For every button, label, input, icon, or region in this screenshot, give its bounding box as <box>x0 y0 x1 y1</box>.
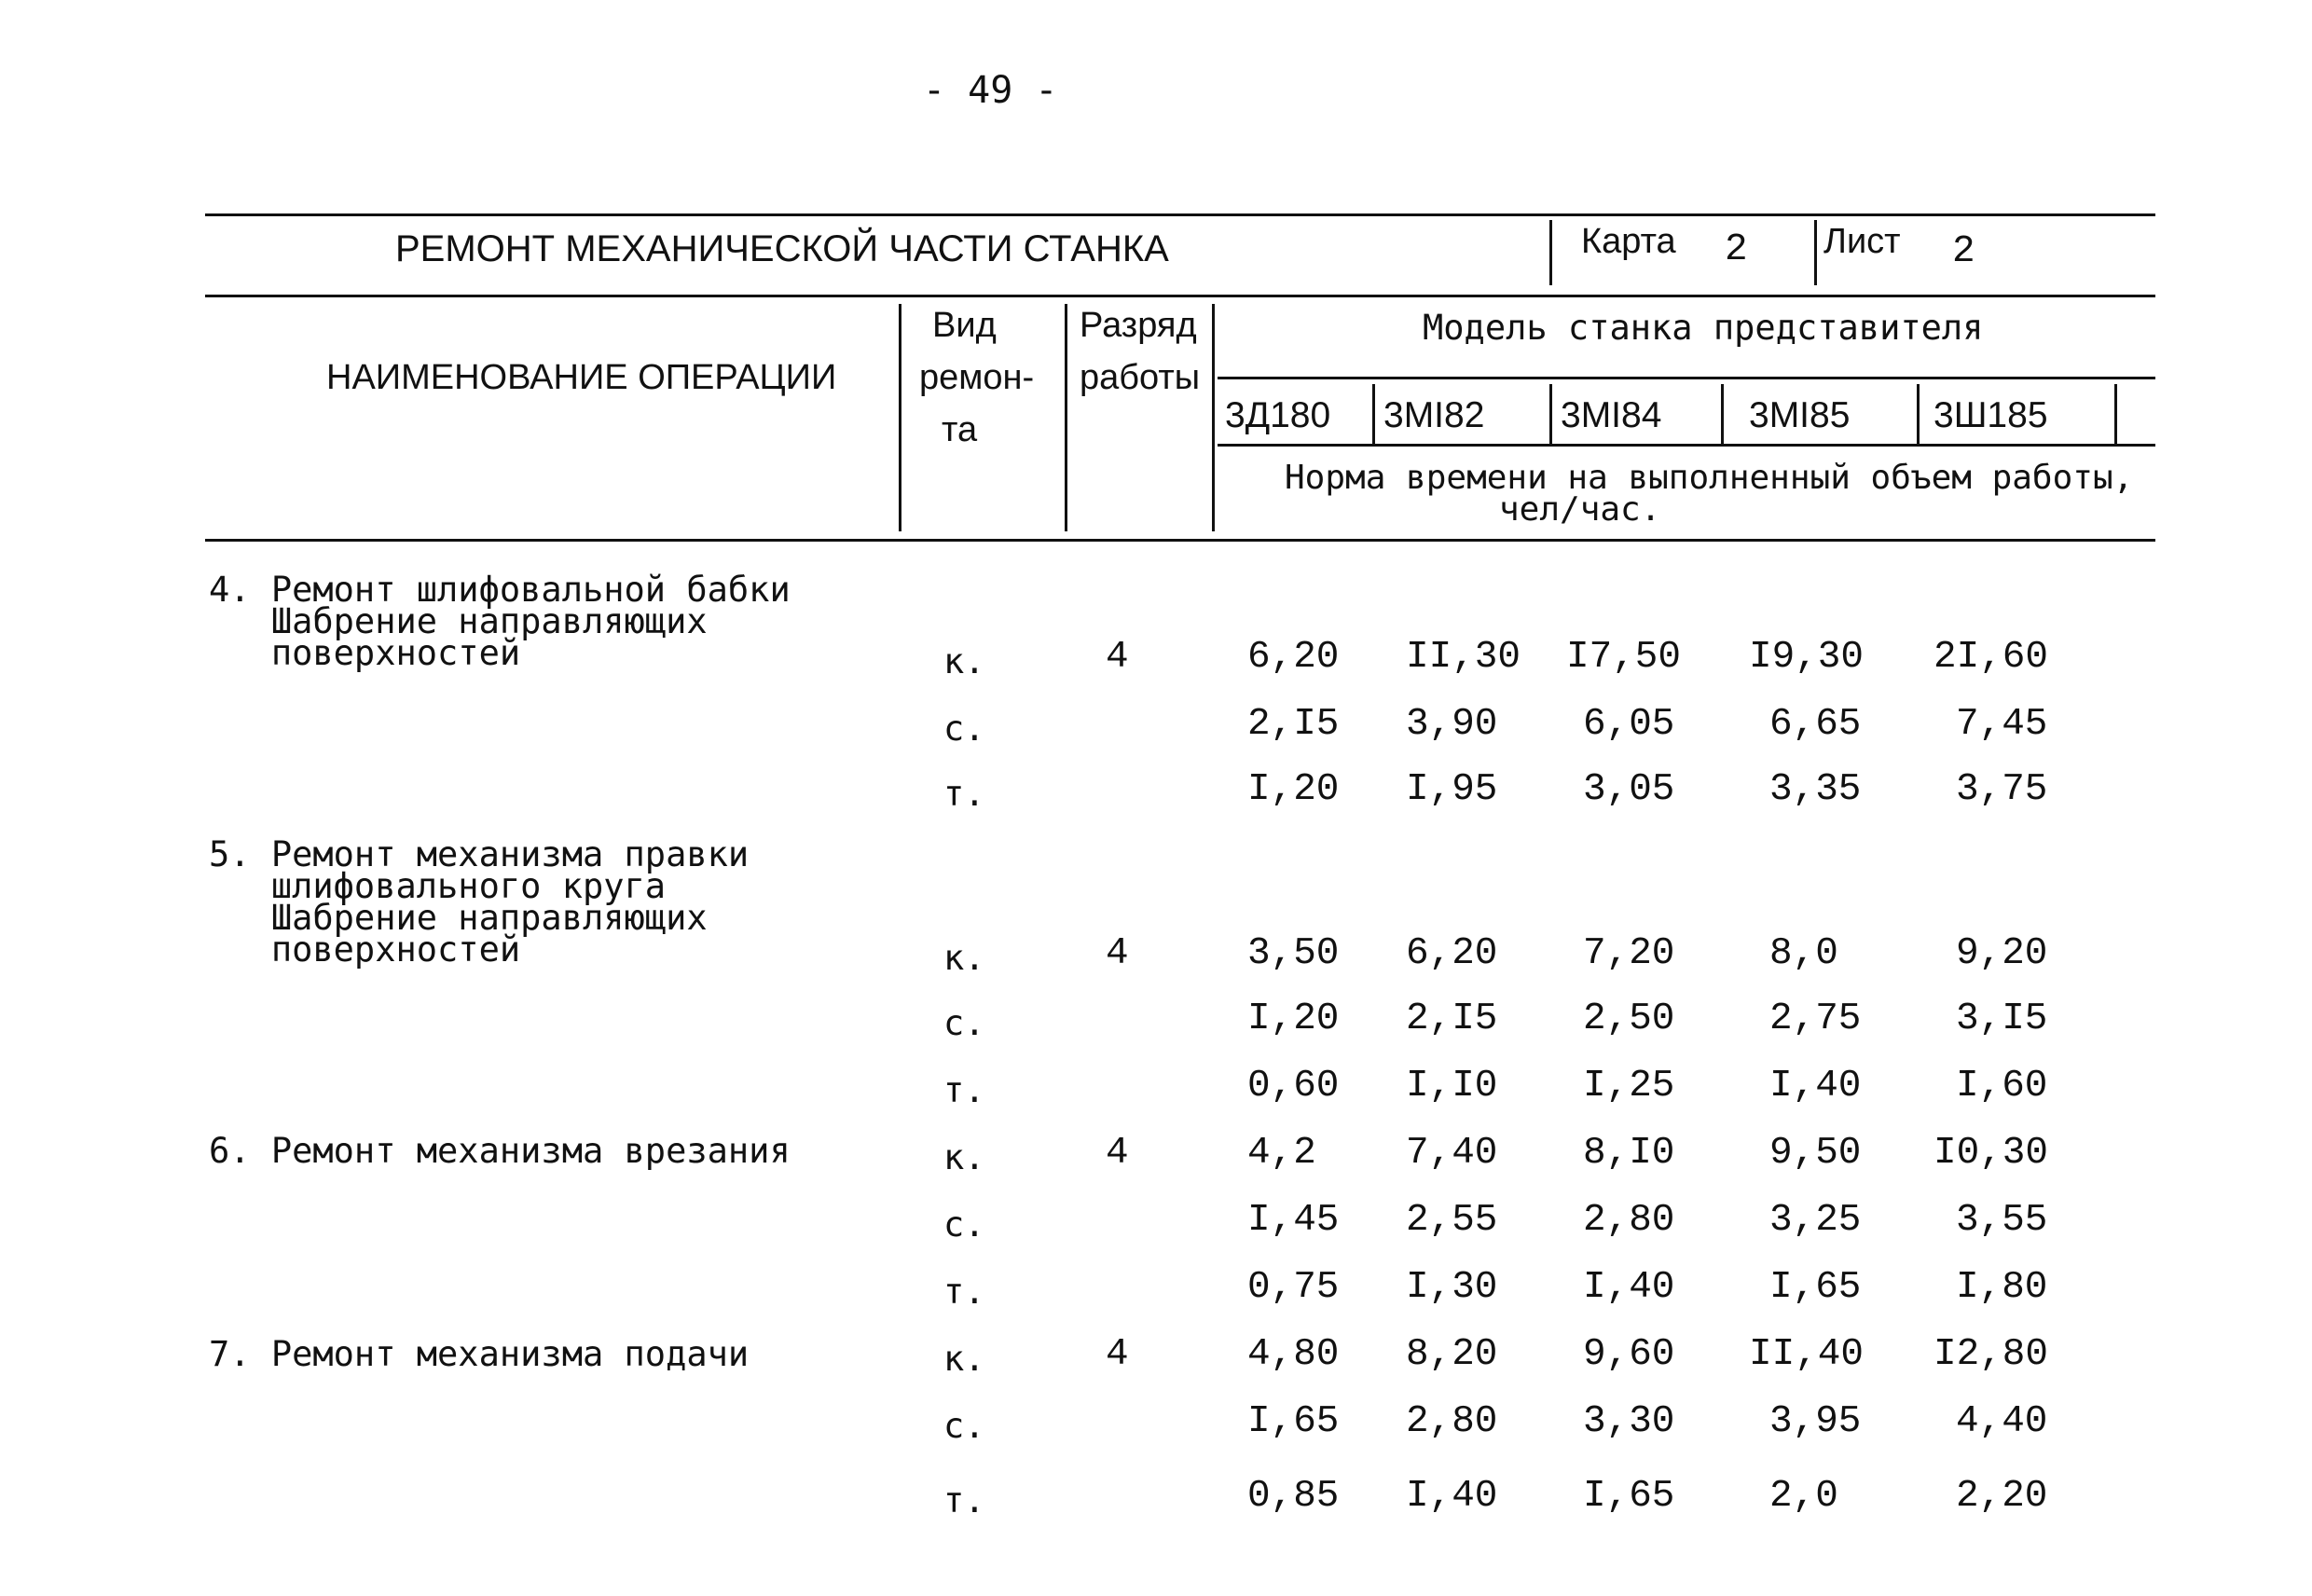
operation-name-line: 4. Ремонт шлифовальной бабки <box>209 570 791 610</box>
value-cell: 2,75 <box>1769 998 1862 1040</box>
value-cell: I,45 <box>1247 1199 1340 1242</box>
value-cell: 2I,60 <box>1934 636 2049 679</box>
model-3: 3МI84 <box>1561 395 1662 435</box>
value-cell: 9,20 <box>1956 932 2048 975</box>
repair-type: с. <box>943 1204 985 1245</box>
value-cell: I0,30 <box>1934 1132 2049 1175</box>
value-cell: 3,95 <box>1769 1400 1862 1443</box>
model-4: 3МI85 <box>1749 395 1851 435</box>
operation-name-line: 5. Ремонт механизма правки <box>209 834 750 874</box>
value-cell: I,20 <box>1247 768 1340 811</box>
card-label: Карта <box>1581 222 1676 261</box>
norm-line-1: Норма времени на выполненный объем работы, <box>1285 459 2134 497</box>
value-cell: 2,0 <box>1769 1475 1838 1518</box>
value-cell: I,40 <box>1406 1475 1498 1518</box>
col-grade-l1: Разряд <box>1080 306 1197 345</box>
value-cell: 6,05 <box>1583 703 1675 746</box>
rule-body-top <box>205 539 2155 542</box>
value-cell: 3,35 <box>1769 768 1862 811</box>
value-cell: 2,80 <box>1583 1199 1675 1242</box>
value-cell: 0,85 <box>1247 1475 1340 1518</box>
value-cell: 2,I5 <box>1247 703 1340 746</box>
repair-type: т. <box>943 1272 985 1312</box>
value-cell: I7,50 <box>1566 636 1682 679</box>
value-cell: 2,I5 <box>1406 998 1498 1040</box>
value-cell: 8,20 <box>1406 1333 1498 1376</box>
value-cell: I,80 <box>1956 1266 2048 1309</box>
repair-type: т. <box>943 774 985 814</box>
col-grade-l2: работы <box>1080 358 1201 397</box>
value-cell: 4,2 <box>1247 1132 1316 1175</box>
operation-name <box>209 570 791 673</box>
operation-name-line: 7. Ремонт механизма подачи <box>209 1334 750 1374</box>
value-cell: 7,45 <box>1956 703 2048 746</box>
value-cell: 3,55 <box>1956 1199 2048 1242</box>
model-divider-3 <box>1721 384 1724 446</box>
value-cell: 9,50 <box>1769 1132 1862 1175</box>
value-cell: I,65 <box>1247 1400 1340 1443</box>
operation-name-line: Шабрение направляющих <box>209 898 708 938</box>
value-cell: 3,05 <box>1583 768 1675 811</box>
rule-models-bottom <box>1218 444 2155 447</box>
value-cell: 6,20 <box>1406 932 1498 975</box>
card-divider <box>1549 220 1552 285</box>
norm-line-2: чел/час. <box>1499 490 1661 529</box>
page-number: - 49 - <box>923 69 1058 112</box>
repair-type: с. <box>943 1406 985 1446</box>
value-cell: I,30 <box>1406 1266 1498 1309</box>
col-repair-type-l1: Вид <box>932 306 997 345</box>
value-cell: 7,40 <box>1406 1132 1498 1175</box>
page-title: РЕМОНТ МЕХАНИЧЕСКОЙ ЧАСТИ СТАНКА <box>395 228 1169 269</box>
repair-type: к. <box>943 641 985 681</box>
rule-models-top <box>1218 377 2155 379</box>
grade: 4 <box>1106 932 1129 975</box>
value-cell: I,40 <box>1769 1065 1862 1108</box>
value-cell: I9,30 <box>1749 636 1865 679</box>
value-cell: 3,25 <box>1769 1199 1862 1242</box>
value-cell: 6,65 <box>1769 703 1862 746</box>
repair-type: с. <box>943 1003 985 1043</box>
value-cell: I,95 <box>1406 768 1498 811</box>
grade: 4 <box>1106 1132 1129 1175</box>
operation-name-line: шлифовального круга <box>209 866 667 906</box>
rule-top <box>205 213 2155 216</box>
value-cell: I2,80 <box>1934 1333 2049 1376</box>
value-cell: I,65 <box>1583 1475 1675 1518</box>
col-divider-3 <box>1212 304 1215 531</box>
value-cell: 3,I5 <box>1956 998 2048 1040</box>
value-cell: I,60 <box>1956 1065 2048 1108</box>
model-divider-5 <box>2114 384 2117 446</box>
col-model-group: Модель станка представителя <box>1423 308 1984 348</box>
value-cell: 2,20 <box>1956 1475 2048 1518</box>
repair-type: т. <box>943 1070 985 1110</box>
value-cell: 2,80 <box>1406 1400 1498 1443</box>
value-cell: 2,55 <box>1406 1199 1498 1242</box>
value-cell: 6,20 <box>1247 636 1340 679</box>
value-cell: 4,40 <box>1956 1400 2048 1443</box>
value-cell: I,25 <box>1583 1065 1675 1108</box>
col-divider-1 <box>899 304 901 531</box>
col-divider-2 <box>1065 304 1067 531</box>
value-cell: 9,60 <box>1583 1333 1675 1376</box>
repair-type: к. <box>943 938 985 978</box>
value-cell: 0,75 <box>1247 1266 1340 1309</box>
value-cell: I,65 <box>1769 1266 1862 1309</box>
repair-type: с. <box>943 709 985 749</box>
col-repair-type-l3: та <box>942 410 978 449</box>
col-operation-header: НАИМЕНОВАНИЕ ОПЕРАЦИИ <box>326 358 837 397</box>
value-cell: I,20 <box>1247 998 1340 1040</box>
value-cell: 0,60 <box>1247 1065 1340 1108</box>
operation-name-line: поверхностей <box>209 929 521 970</box>
sheet-value: 2 <box>1952 230 1975 273</box>
model-1: 3Д180 <box>1225 395 1331 435</box>
value-cell: II,30 <box>1406 636 1521 679</box>
value-cell: I,40 <box>1583 1266 1675 1309</box>
col-repair-type-l2: ремон- <box>919 358 1035 397</box>
repair-type: к. <box>943 1137 985 1177</box>
operation-name-line: поверхностей <box>209 633 521 673</box>
model-2: 3МI82 <box>1383 395 1485 435</box>
value-cell: 3,30 <box>1583 1400 1675 1443</box>
value-cell: I,I0 <box>1406 1065 1498 1108</box>
operation-name-line: Шабрение направляющих <box>209 601 708 641</box>
model-divider-2 <box>1549 384 1552 446</box>
repair-type: к. <box>943 1339 985 1379</box>
model-divider-1 <box>1372 384 1375 446</box>
model-5: 3Ш185 <box>1934 395 2048 435</box>
sheet-label: Лист <box>1823 222 1901 261</box>
value-cell: 8,I0 <box>1583 1132 1675 1175</box>
operation-name <box>209 1334 750 1374</box>
value-cell: II,40 <box>1749 1333 1865 1376</box>
grade: 4 <box>1106 1333 1129 1376</box>
value-cell: 3,50 <box>1247 932 1340 975</box>
value-cell: 2,50 <box>1583 998 1675 1040</box>
operation-name <box>209 1131 791 1171</box>
value-cell: 7,20 <box>1583 932 1675 975</box>
model-divider-4 <box>1917 384 1920 446</box>
value-cell: 3,75 <box>1956 768 2048 811</box>
repair-type: т. <box>943 1480 985 1520</box>
operation-name-line: 6. Ремонт механизма врезания <box>209 1131 791 1171</box>
operation-name <box>209 834 750 970</box>
sheet-divider <box>1814 220 1817 285</box>
value-cell: 4,80 <box>1247 1333 1340 1376</box>
rule-header <box>205 295 2155 297</box>
card-value: 2 <box>1725 228 1748 271</box>
value-cell: 8,0 <box>1769 932 1838 975</box>
grade: 4 <box>1106 636 1129 679</box>
value-cell: 3,90 <box>1406 703 1498 746</box>
